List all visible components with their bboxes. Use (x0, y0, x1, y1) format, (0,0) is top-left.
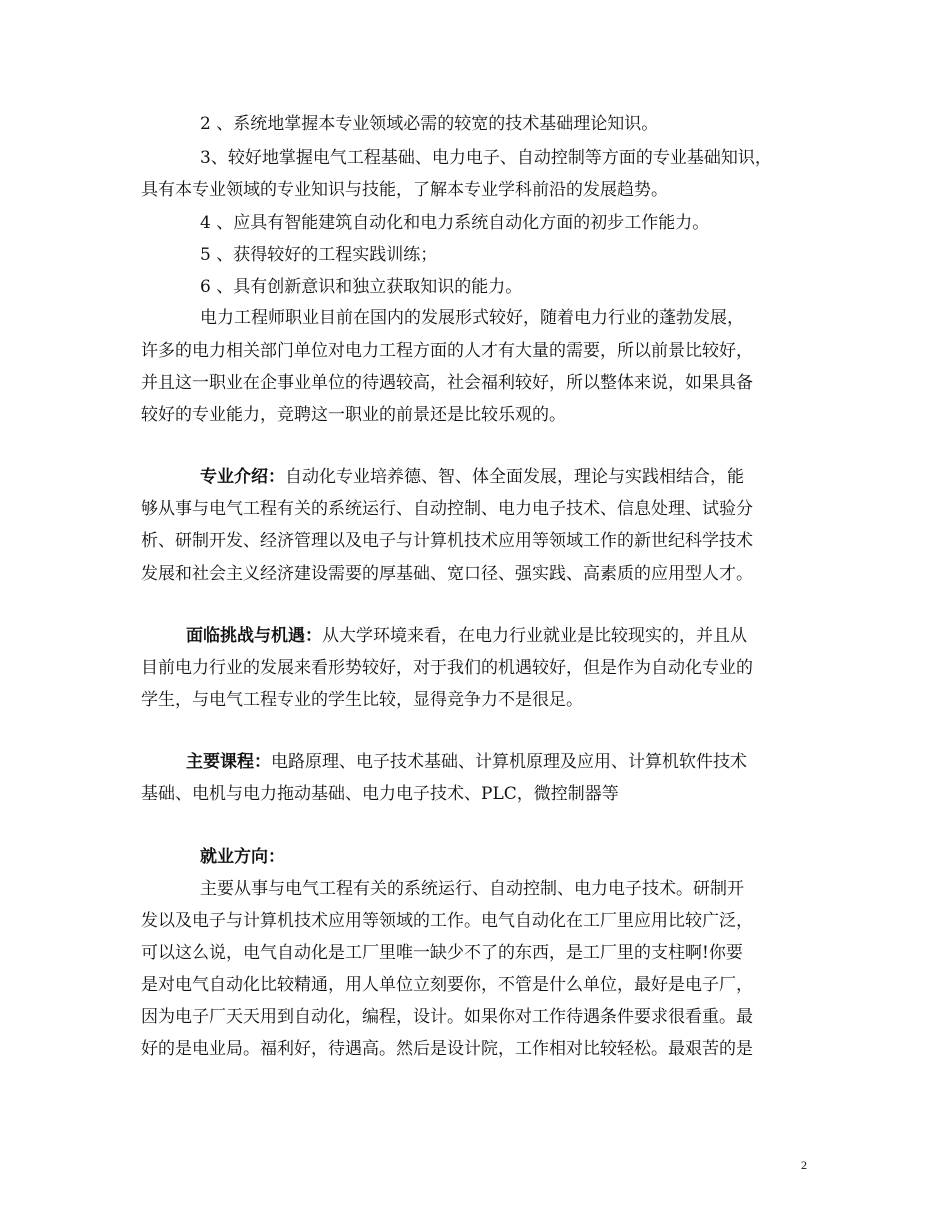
challenge-line-3: 学生，与电气工程专业的学生比较，显得竞争力不是很足。 (141, 690, 583, 710)
courses-paragraph-first-line (186, 751, 866, 773)
requirement-5: 5 、获得较好的工程实践训练； (200, 245, 438, 265)
challenge-heading: 面临挑战与机遇： (186, 626, 322, 646)
challenge-line-1: 从大学环境来看，在电力行业就业是比较现实的，并且从 (322, 626, 747, 646)
intro-line-3: 析、研制开发、经济管理以及电子与计算机技术应用等领域工作的新世纪科学技术 (141, 531, 753, 551)
requirement-3-line-1: 3、较好地掌握电气工程基础、电力电子、自动控制等方面的专业基础知识， (200, 148, 772, 168)
employment-line-3: 可以这么说，电气自动化是工厂里唯一缺少不了的东西，是工厂里的支柱啊!你要 (141, 943, 743, 963)
requirement-3-line-2: 具有本专业领域的专业知识与技能，了解本专业学科前沿的发展趋势。 (141, 180, 668, 200)
prospects-line-3: 并且这一职业在企事业单位的待遇较高，社会福利较好，所以整体来说，如果具备 (141, 373, 753, 393)
employment-line-5: 因为电子厂天天用到自动化，编程，设计。如果你对工作待遇条件要求很看重。最 (141, 1007, 753, 1027)
prospects-line-4: 较好的专业能力，竞聘这一职业的前景还是比较乐观的。 (141, 405, 566, 425)
courses-heading: 主要课程： (186, 752, 271, 772)
intro-heading: 专业介绍： (200, 467, 285, 487)
employment-line-2: 发以及电子与计算机技术应用等领域的工作。电气自动化在工厂里应用比较广泛， (141, 911, 753, 931)
employment-line-6: 好的是电业局。福利好，待遇高。然后是设计院，工作相对比较轻松。最艰苦的是 (141, 1039, 753, 1059)
challenge-line-2: 目前电力行业的发展来看形势较好，对于我们的机遇较好，但是作为自动化专业的 (141, 658, 753, 678)
employment-line-4: 是对电气自动化比较精通，用人单位立刻要你，不管是什么单位，最好是电子厂， (141, 975, 753, 995)
prospects-line-2: 许多的电力相关部门单位对电力工程方面的人才有大量的需要，所以前景比较好， (141, 341, 753, 361)
challenge-paragraph-first-line (186, 625, 866, 647)
prospects-line-1: 电力工程师职业目前在国内的发展形式较好，随着电力行业的蓬勃发展， (200, 308, 744, 328)
intro-line-1: 自动化专业培养德、智、体全面发展，理论与实践相结合，能 (285, 467, 744, 487)
intro-line-4: 发展和社会主义经济建设需要的厚基础、宽口径、强实践、高素质的应用型人才。 (141, 564, 753, 584)
requirement-6: 6 、具有创新意识和独立获取知识的能力。 (200, 277, 523, 297)
employment-heading: 就业方向： (200, 847, 285, 867)
intro-paragraph-first-line (200, 466, 880, 488)
employment-line-1: 主要从事与电气工程有关的系统运行、自动控制、电力电子技术。研制开 (200, 879, 744, 899)
intro-line-2: 够从事与电气工程有关的系统运行、自动控制、电力电子技术、信息处理、试验分 (141, 499, 753, 519)
courses-line-2: 基础、电机与电力拖动基础、电力电子技术、PLC，微控制器等 (141, 784, 619, 804)
courses-line-1: 电路原理、电子技术基础、计算机原理及应用、计算机软件技术 (271, 752, 747, 772)
requirement-4: 4 、应具有智能建筑自动化和电力系统自动化方面的初步工作能力。 (200, 213, 710, 233)
requirement-2: 2 、系统地掌握本专业领域必需的较宽的技术基础理论知识。 (200, 114, 659, 134)
page-number: 2 (801, 1158, 807, 1172)
